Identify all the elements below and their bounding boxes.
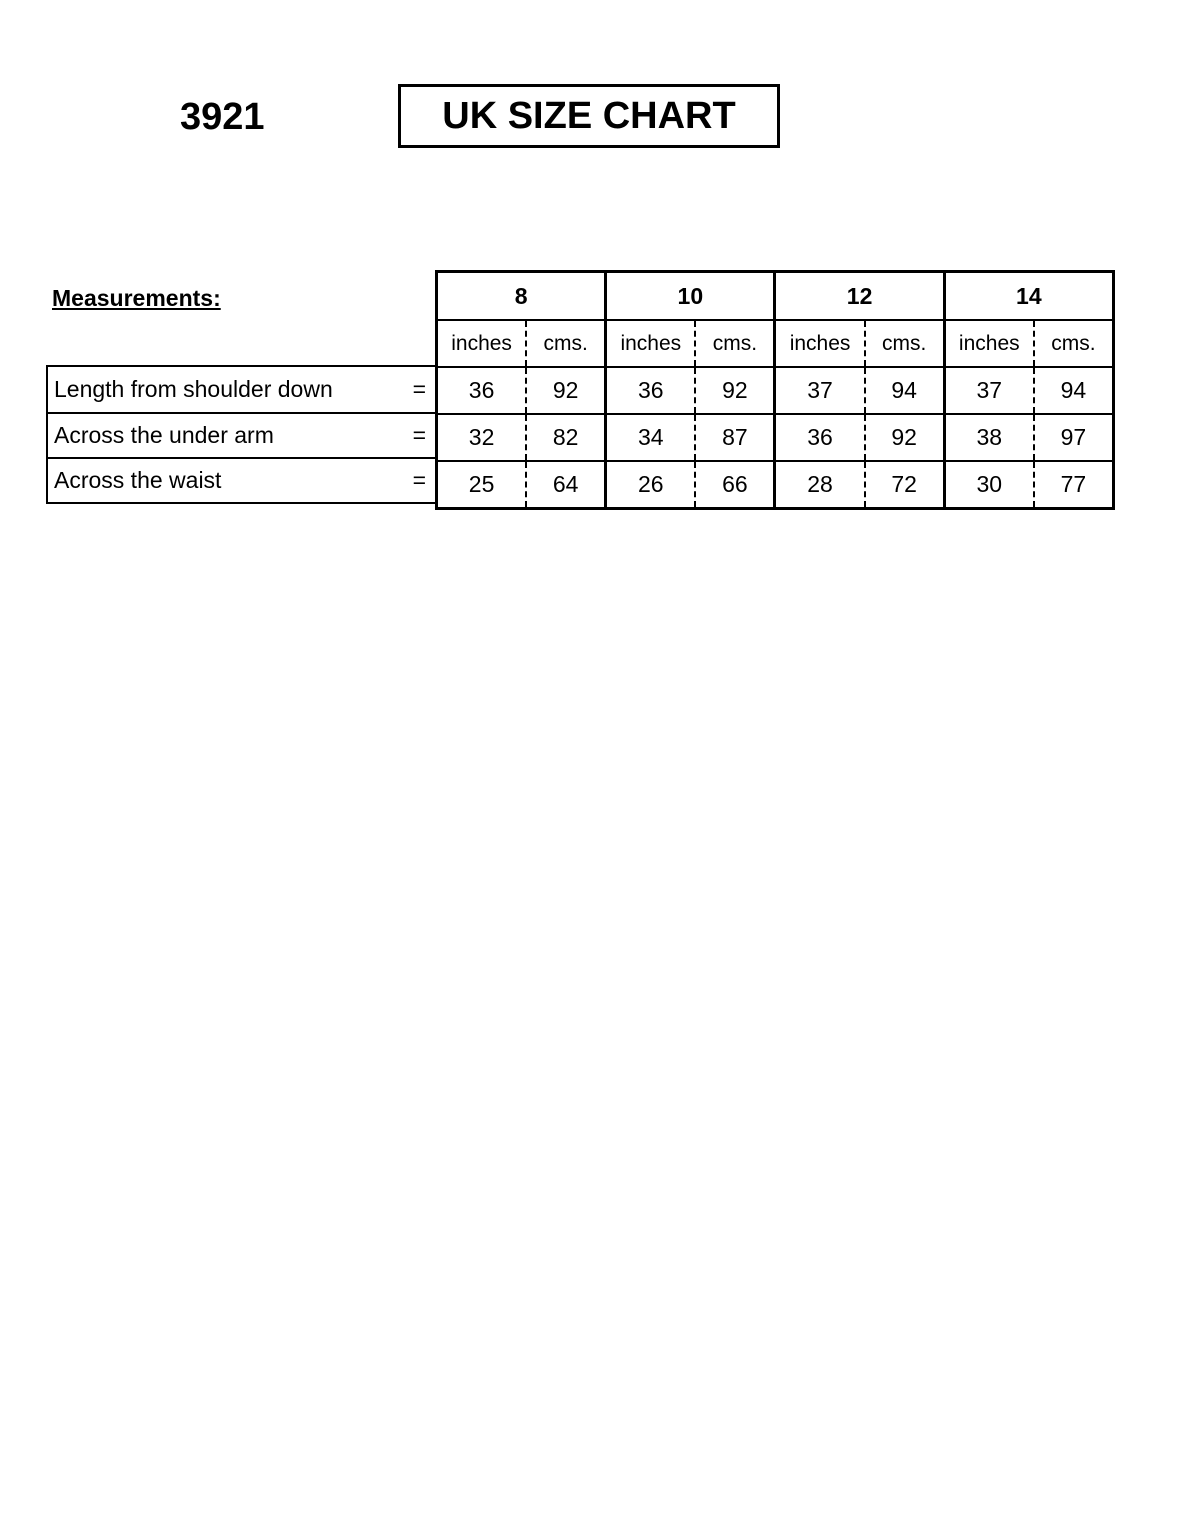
unit-header-inches: inches — [606, 320, 696, 367]
value-cell: 77 — [1034, 461, 1114, 509]
unit-header-cms: cms. — [1034, 320, 1114, 367]
row-labels — [46, 365, 436, 504]
value-cell: 26 — [606, 461, 696, 509]
row-label — [48, 457, 436, 502]
row-label — [48, 367, 436, 412]
table-row — [437, 414, 1114, 461]
value-cell: 36 — [606, 367, 696, 414]
value-cell: 36 — [775, 414, 865, 461]
value-cell: 87 — [695, 414, 775, 461]
unit-header-inches: inches — [775, 320, 865, 367]
value-cell: 64 — [526, 461, 606, 509]
size-table — [435, 270, 1115, 510]
unit-header-cms: cms. — [695, 320, 775, 367]
size-header: 14 — [944, 272, 1113, 321]
style-code: 3921 — [180, 96, 265, 138]
row-label-text: Across the under arm — [54, 422, 274, 448]
size-header: 10 — [606, 272, 775, 321]
value-cell: 25 — [437, 461, 527, 509]
equals-sign: = — [412, 467, 426, 493]
value-cell: 94 — [1034, 367, 1114, 414]
value-cell: 37 — [944, 367, 1034, 414]
value-cell: 36 — [437, 367, 527, 414]
equals-sign: = — [412, 376, 426, 402]
unit-header-cms: cms. — [865, 320, 945, 367]
unit-header-inches: inches — [437, 320, 527, 367]
table-row — [437, 367, 1114, 414]
size-header: 8 — [437, 272, 606, 321]
row-label-text: Length from shoulder down — [54, 376, 333, 402]
row-label — [48, 412, 436, 457]
value-cell: 72 — [865, 461, 945, 509]
value-cell: 38 — [944, 414, 1034, 461]
equals-sign: = — [412, 422, 426, 448]
unit-header-cms: cms. — [526, 320, 606, 367]
unit-header-inches: inches — [944, 320, 1034, 367]
value-cell: 37 — [775, 367, 865, 414]
size-header-row — [437, 272, 1114, 321]
row-label-text: Across the waist — [54, 467, 222, 493]
value-cell: 92 — [526, 367, 606, 414]
value-cell: 32 — [437, 414, 527, 461]
unit-header-row — [437, 320, 1114, 367]
table-row — [437, 461, 1114, 509]
value-cell: 94 — [865, 367, 945, 414]
chart-title: UK SIZE CHART — [398, 84, 780, 148]
value-cell: 97 — [1034, 414, 1114, 461]
value-cell: 66 — [695, 461, 775, 509]
value-cell: 92 — [695, 367, 775, 414]
value-cell: 82 — [526, 414, 606, 461]
value-cell: 30 — [944, 461, 1034, 509]
measurements-label: Measurements: — [52, 285, 221, 311]
size-header: 12 — [775, 272, 944, 321]
value-cell: 92 — [865, 414, 945, 461]
value-cell: 34 — [606, 414, 696, 461]
value-cell: 28 — [775, 461, 865, 509]
